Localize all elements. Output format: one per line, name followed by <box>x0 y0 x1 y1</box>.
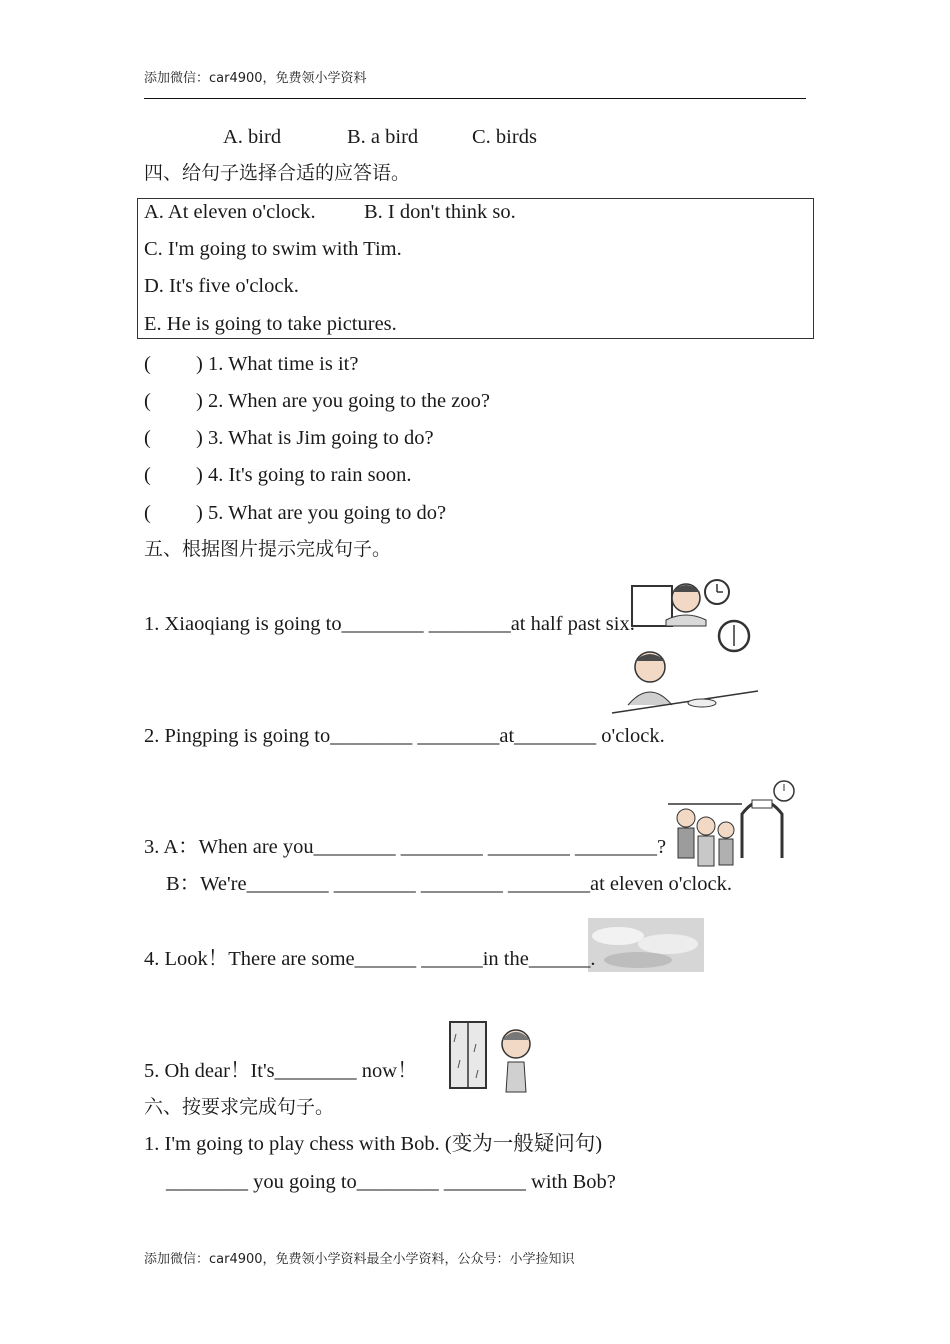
option-b: B. a bird <box>347 126 419 148</box>
option-a: A. bird <box>223 126 282 148</box>
q5-3a: 3. A：When are you________ ________ ________ ________? <box>144 836 667 858</box>
question-2: ) 2. When are you going to the zoo? <box>196 390 490 412</box>
rainy-window-boy-icon <box>446 1020 546 1094</box>
q6-1: 1. I'm going to play chess with Bob. (变为一般疑问句) <box>144 1133 603 1155</box>
q6-1-answer: ________ you going to________ ________ with Bob? <box>166 1171 616 1193</box>
header-divider <box>144 98 806 99</box>
question-1: ) 1. What time is it? <box>196 353 359 375</box>
question-4-paren: ( <box>144 464 151 486</box>
section4-title: 四、给句子选择合适的应答语。 <box>144 162 411 184</box>
question-5-paren: ( <box>144 502 151 524</box>
section5-title: 五、根据图片提示完成句子。 <box>144 538 392 560</box>
q5-3b: B：We're________ ________ ________ ________at eleven o'clock. <box>166 873 732 895</box>
boy-waking-clock-icon <box>628 576 758 656</box>
boy-eating-clock-icon <box>610 645 760 717</box>
question-3: ) 3. What is Jim going to do? <box>196 427 434 449</box>
clouds-sky-icon <box>588 918 704 972</box>
box-option-e: E. He is going to take pictures. <box>144 313 397 335</box>
q5-5: 5. Oh dear！It's________ now！ <box>144 1060 418 1082</box>
question-1-paren: ( <box>144 353 151 375</box>
box-option-c: C. I'm going to swim with Tim. <box>144 238 402 260</box>
box-option-a: A. At eleven o'clock. <box>144 201 316 223</box>
page-header: 添加微信：car4900，免费领小学资料 <box>144 71 367 86</box>
box-option-b: B. I don't think so. <box>364 201 516 223</box>
box-option-d: D. It's five o'clock. <box>144 275 299 297</box>
q5-4: 4. Look！There are some______ ______in the______. <box>144 948 596 970</box>
question-2-paren: ( <box>144 390 151 412</box>
question-4: ) 4. It's going to rain soon. <box>196 464 412 486</box>
section6-title: 六、按要求完成句子。 <box>144 1096 335 1118</box>
page-footer: 添加微信：car4900，免费领小学资料最全小学资料，公众号：小学捡知识 <box>144 1252 575 1267</box>
question-3-paren: ( <box>144 427 151 449</box>
option-c: C. birds <box>472 126 537 148</box>
q5-2: 2. Pingping is going to________ ________at________ o'clock. <box>144 725 665 747</box>
question-5: ) 5. What are you going to do? <box>196 502 447 524</box>
q5-1: 1. Xiaoqiang is going to________ ________at half past six. <box>144 613 635 635</box>
kids-at-zoo-gate-icon <box>668 778 798 880</box>
